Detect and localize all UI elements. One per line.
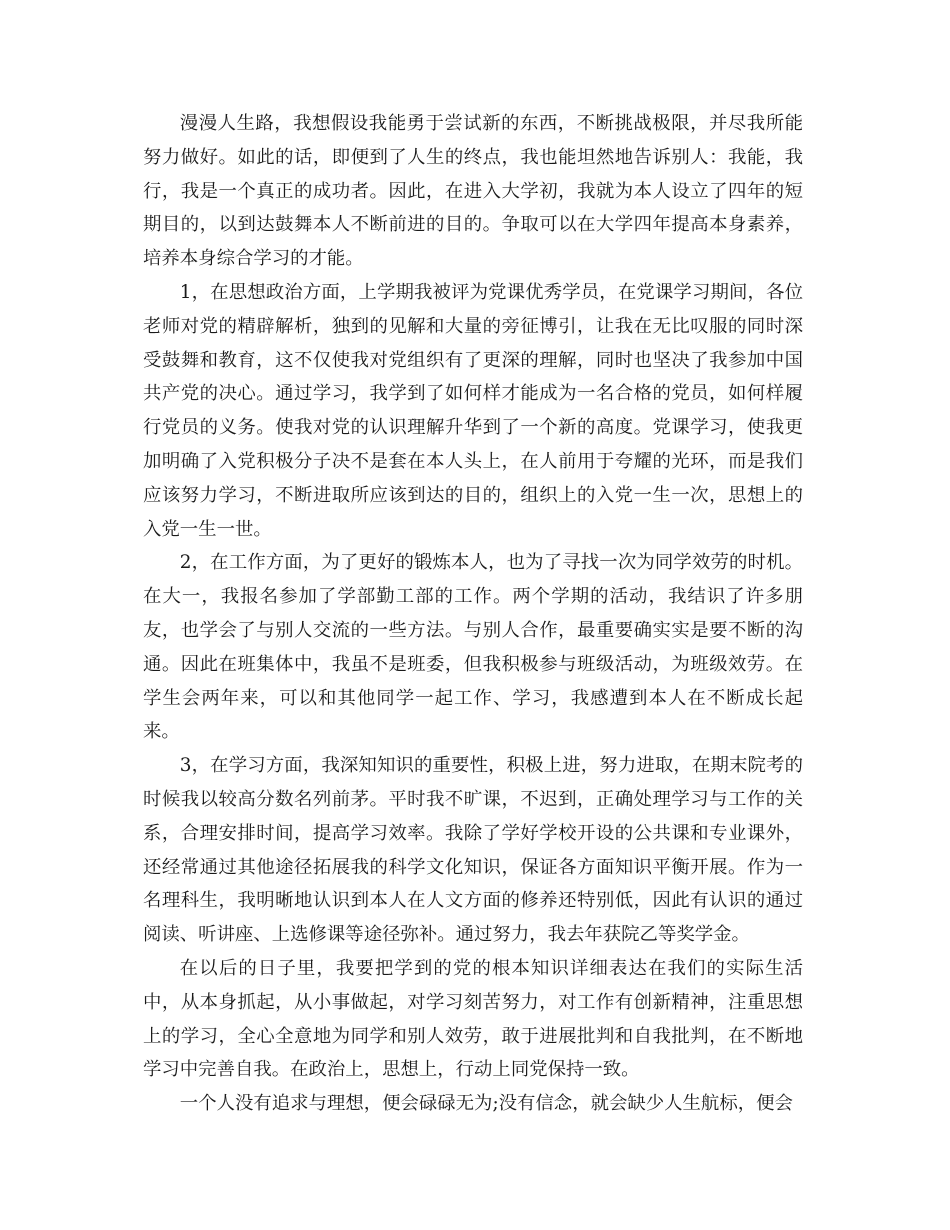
paragraph-intro: 漫漫人生路，我想假设我能勇于尝试新的东西，不断挑战极限，并尽我所能努力做好。如此的话，即便到了人生的终点，我也能坦然地告诉别人：我能，我行，我是一个真正的成功者。因此，在进入大学初，我就为本人设立了四年的短期目的，以到达鼓舞本人不断前进的目的。争取可以在大学四年提高本身素养，培养本身综合学习的才能。	[143, 113, 803, 270]
paragraph-political: 1，在思想政治方面，上学期我被评为党课优秀学员，在党课学习期间，各位老师对党的精辟解析，独到的见解和大量的旁征博引，让我在无比叹服的同时深受鼓舞和教育，这不仅使我对党组织有了更深的理解，同时也坚决了我参加中国共产党的决心。通过学习，我学到了如何样才能成为一名合格的党员，如何样履行党员的义务。使我对党的认识理解升华到了一个新的高度。党课学习，使我更加明确了入党积极分子决不是套在本人头上，在人前用于夸耀的光环，而是我们应该努力学习，不断进取所应该到达的目的，组织上的入党一生一次，思想上的入党一生一世。	[143, 281, 803, 540]
paragraph-study: 3，在学习方面，我深知知识的重要性，积极上进，努力进取，在期末院考的时候我以较高分数名列前茅。平时我不旷课，不迟到，正确处理学习与工作的关系，合理安排时间，提高学习效率。我除了学好学校开设的公共课和专业课外，还经常通过其他途径拓展我的科学文化知识，保证各方面知识平衡开展。作为一名理科生，我明晰地认识到本人在人文方面的修养还特别低，因此有认识的通过阅读、听讲座、上选修课等途径弥补。通过努力，我去年获院乙等奖学金。	[143, 755, 803, 946]
paragraph-ideals: 一个人没有追求与理想，便会碌碌无为;没有信念，就会缺少人生航标，便会	[179, 1093, 793, 1115]
document-body	[143, 107, 803, 1121]
paragraph-future: 在以后的日子里，我要把学到的党的根本知识详细表达在我们的实际生活中，从本身抓起，从小事做起，对学习刻苦努力，对工作有创新精神，注重思想上的学习，全心全意地为同学和别人效劳，敢于进展批判和自我批判，在不断地学习中完善自我。在政治上，思想上，行动上同党保持一致。	[143, 957, 803, 1081]
paragraph-work: 2，在工作方面，为了更好的锻炼本人，也为了寻找一次为同学效劳的时机。在大一，我报名参加了学部勤工部的工作。两个学期的活动，我结识了许多朋友，也学会了与别人交流的一些方法。与别人合作，最重要确实实是要不断的沟通。因此在班集体中，我虽不是班委，但我积极参与班级活动，为班级效劳。在学生会两年来，可以和其他同学一起工作、学习，我感遭到本人在不断成长起来。	[143, 552, 803, 743]
